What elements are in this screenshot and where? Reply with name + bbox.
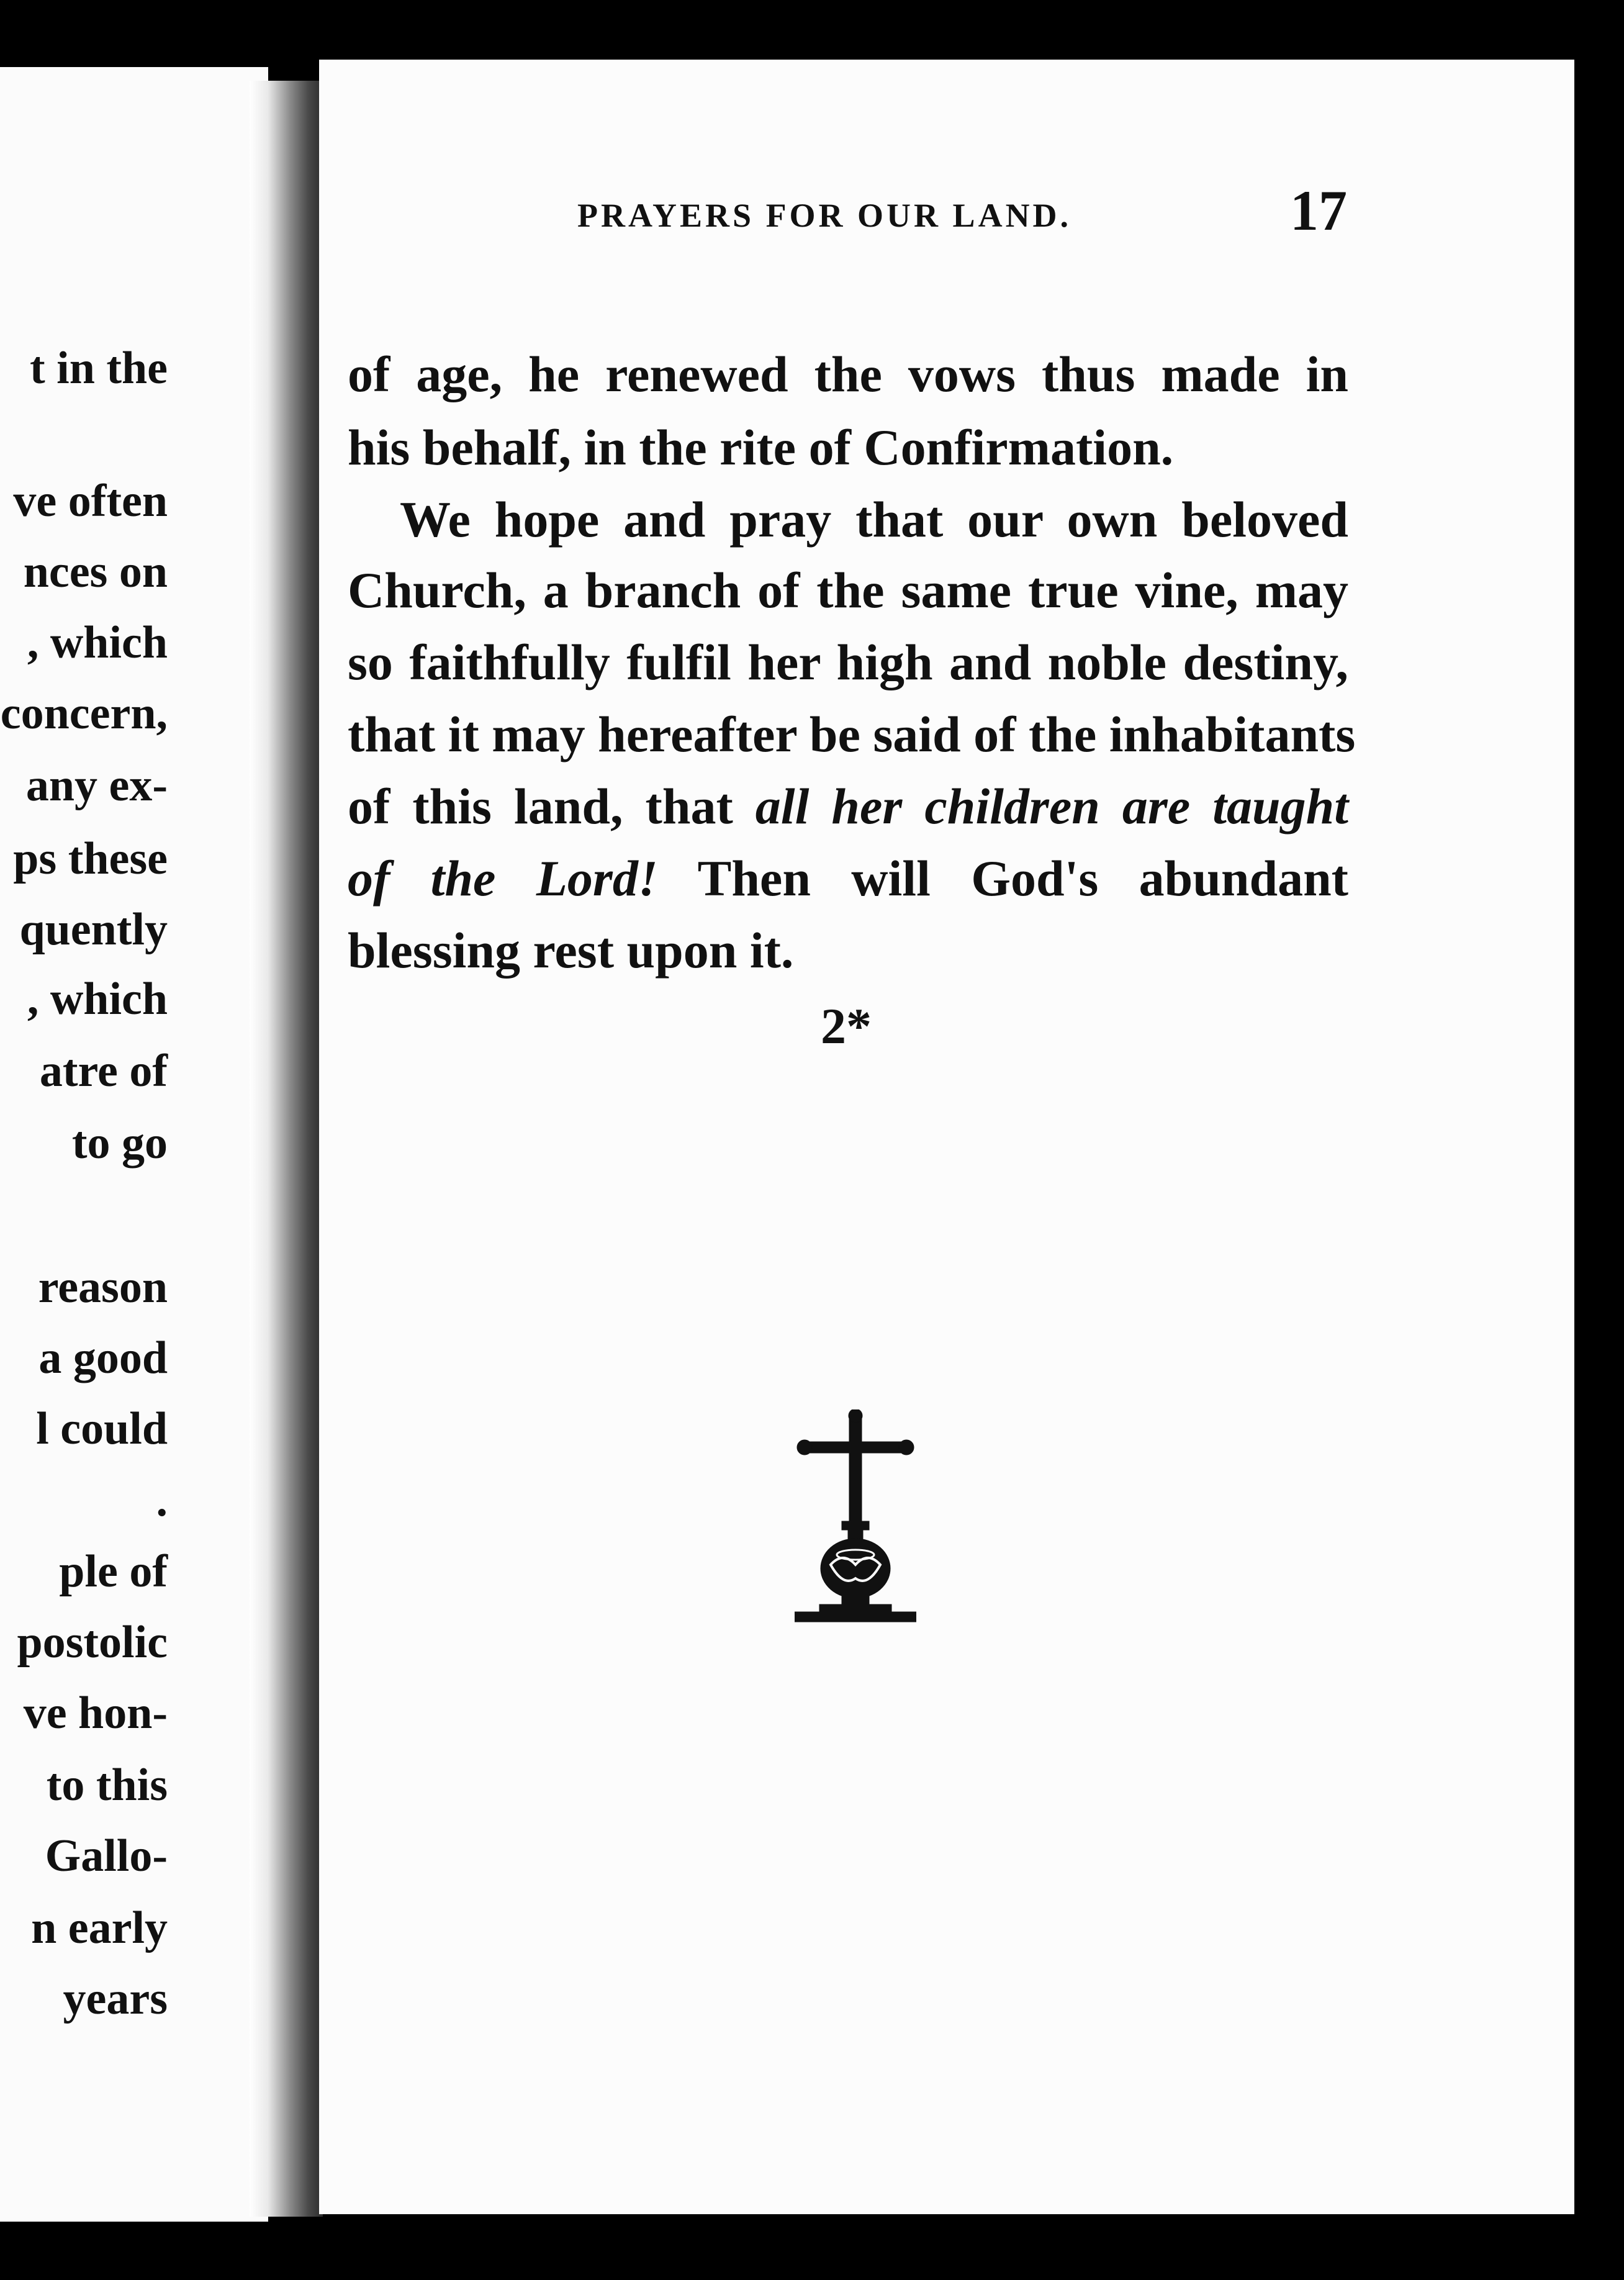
body-text-segment: of this land, that (348, 778, 756, 835)
left-page-line: l could (36, 1403, 168, 1454)
left-page-line: ve often (13, 476, 168, 527)
body-text-line: his behalf, in the rite of Confirmation. (348, 419, 1174, 476)
body-text-line: of age, he renewed the vows thus made in (348, 346, 1348, 402)
body-text-line: so faithfully fulfil her high and noble destiny, (348, 634, 1348, 690)
left-page-line: t in the (30, 343, 168, 394)
running-head: PRAYERS FOR OUR LAND. (577, 197, 1072, 234)
body-text-segment: Then will God's abundant (657, 850, 1348, 907)
left-page-line: ve hon- (23, 1688, 168, 1739)
body-text-line (348, 850, 1348, 907)
left-page-line: to this (46, 1760, 168, 1811)
body-text-line: that it may hereafter be said of the inhabitants (348, 706, 1356, 762)
left-page-line: ple of (59, 1546, 168, 1597)
page-number: 17 (1290, 179, 1347, 242)
left-page-line: ps these (13, 833, 168, 884)
left-page-line: any ex- (25, 760, 168, 811)
left-page-line: quently (19, 904, 168, 955)
italic-quotation: of the Lord! (348, 850, 658, 907)
left-page-line: n early (31, 1902, 168, 1953)
left-page-fragment (0, 67, 268, 2222)
left-page-line: reason (38, 1262, 168, 1313)
body-text-line: blessing rest upon it. (348, 922, 794, 979)
left-page-line: years (63, 1973, 168, 2024)
left-page-line: , which (27, 974, 168, 1025)
book-gutter (250, 81, 323, 2217)
body-text-line: Church, a branch of the same true vine, may (348, 562, 1348, 618)
italic-quotation: all her children are taught (755, 778, 1348, 835)
left-page-line: to go (71, 1118, 168, 1169)
left-page-line: atre of (39, 1046, 168, 1097)
left-page-line: a good (38, 1332, 168, 1383)
left-page-line: postolic (17, 1617, 168, 1668)
left-page-line: Gallo- (45, 1830, 168, 1881)
left-page-line: concern, (0, 688, 168, 739)
left-page-line: nces on (23, 546, 168, 597)
body-text-line (348, 778, 1348, 835)
signature-mark: 2* (821, 998, 872, 1054)
cross-on-pedestal-icon (795, 1409, 916, 1627)
left-page-line: , which (27, 617, 168, 668)
left-page-line: . (156, 1475, 168, 1526)
body-text-line: We hope and pray that our own beloved (400, 491, 1348, 548)
